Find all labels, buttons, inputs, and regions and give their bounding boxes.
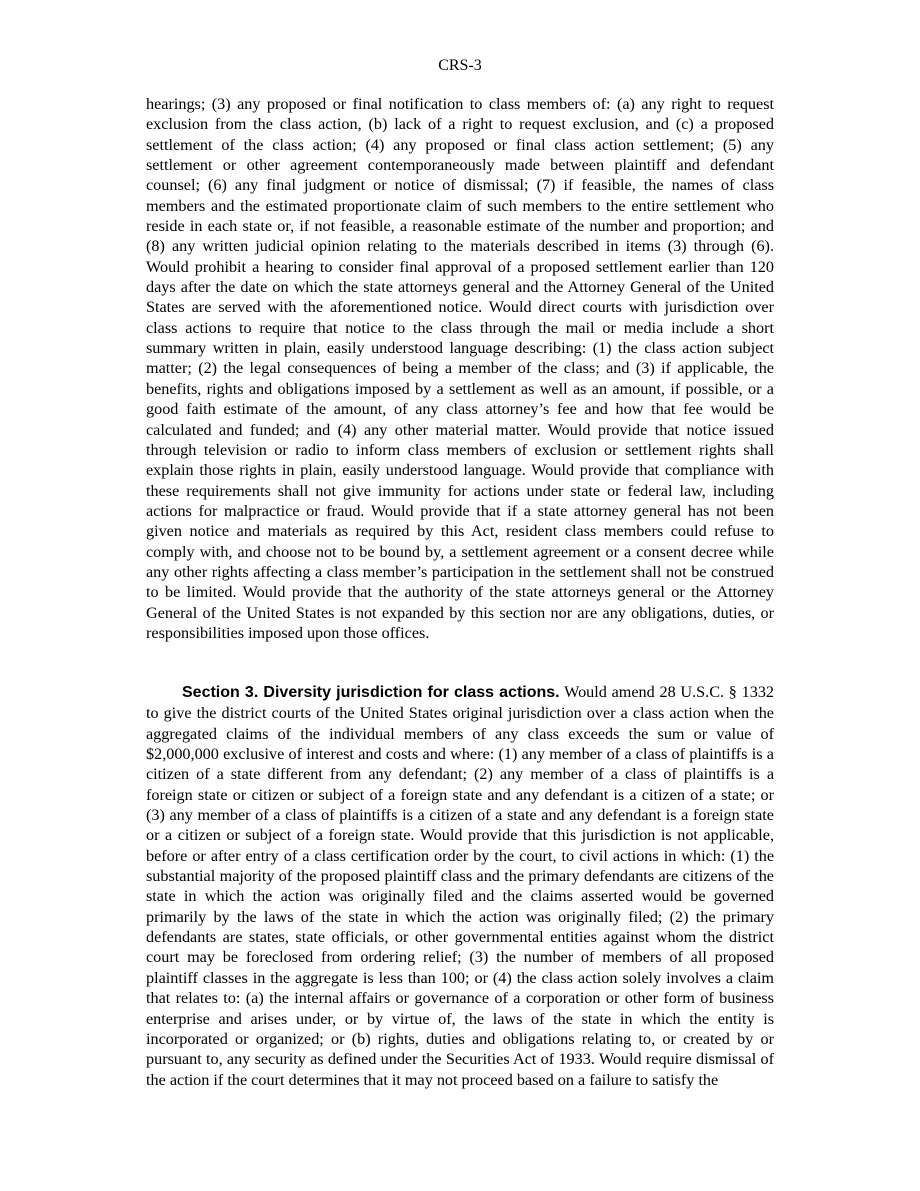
paragraph-notice-requirements: hearings; (3) any proposed or final notification to class members of: (a) any right to request exclusion from the class action, (b) lack of a right to request exclusion, and (c) a proposed settlement of the class action; (4) any proposed or final class action settlement; (5) any settlement or other agreement contemporaneously made between plaintiff and defendant counsel; (6) any final judgment or notice of dismissal; (7) if feasible, the names of class members and the estimated proportionate claim of such members to the entire settlement who reside in each state or, if not feasible, a reasonable estimate of the number and proportion; and (8) any written judicial opinion relating to the materials described in items (3) through (6). Would prohibit a hearing to consider final approval of a proposed settlement earlier than 120 days after the date on which the state attorneys general and the Attorney General of the United States are served with the aforementioned notice. Would direct courts with jurisdiction over class actions to require that notice to the class through the mail or media include a short summary written in plain, easily understood language describing: (1) the class action subject matter; (2) the legal consequences of being a member of the class; and (3) if applicable, the benefits, rights and obligations imposed by a settlement as well as an amount, if possible, or a good faith estimate of the amount, of any class attorney’s fee and how that fee would be calculated and funded; and (4) any other material matter. Would provide that notice issued through television or radio to inform class members of exclusion or settlement rights shall explain those rights in plain, easily understood language. Would provide that compliance with these requirements shall not give immunity for actions under state or federal law, including actions for malpractice or fraud. Would provide that if a state attorney general has not been given notice and materials as required by this Act, resident class members could refuse to comply with, and choose not to be bound by, a settlement agreement or a consent decree while any other rights affecting a class member’s participation in the settlement shall not be construed to be limited. Would provide that the authority of the state attorneys general or the Attorney General of the United States is not expanded by this section nor are any obligations, duties, or responsibilities imposed upon those offices. [146,95,774,642]
page-number: CRS-3 [438,57,482,74]
paragraph-section-3 [146,682,774,1090]
section-3-body: Would amend 28 U.S.C. § 1332 to give the district courts of the United States original jurisdiction over a class action when the aggregated claims of the individual members of any class exceeds the sum or value of $2,000,000 exclusive of interest and costs and where: (1) any member of a class of plaintiffs is a citizen of a state different from any defendant; (2) any member of a class of plaintiffs is a foreign state or citizen or subject of a foreign state and any defendant is a citizen of a state; or (3) any member of a class of plaintiffs is a citizen of a state and any defendant is a foreign state or a citizen or subject of a foreign state. Would provide that this jurisdiction is not applicable, before or after entry of a class certification order by the court, to civil actions in which: (1) the substantial majority of the proposed plaintiff class and the primary defendants are citizens of the state in which the action was originally filed and the claims asserted would be governed primarily by the laws of the state in which the action was originally filed; (2) the primary defendants are states, state officials, or other governmental entities against whom the district court may be foreclosed from ordering relief; (3) the number of members of all proposed plaintiff classes in the aggregate is less than 100; or (4) the class action solely involves a claim that relates to: (a) the internal affairs or governance of a corporation or other form of business enterprise and arises under, or by virtue of, the laws of the state in which the entity is incorporated or organized; or (b) rights, duties and obligations relating to, or created by or pursuant to, any security as defined under the Securities Act of 1933. Would require dismissal of the action if the court determines that it may not proceed based on a failure to satisfy the [146,683,775,1089]
section-3-heading: Section 3. Diversity jurisdiction for class actions. [182,684,560,701]
